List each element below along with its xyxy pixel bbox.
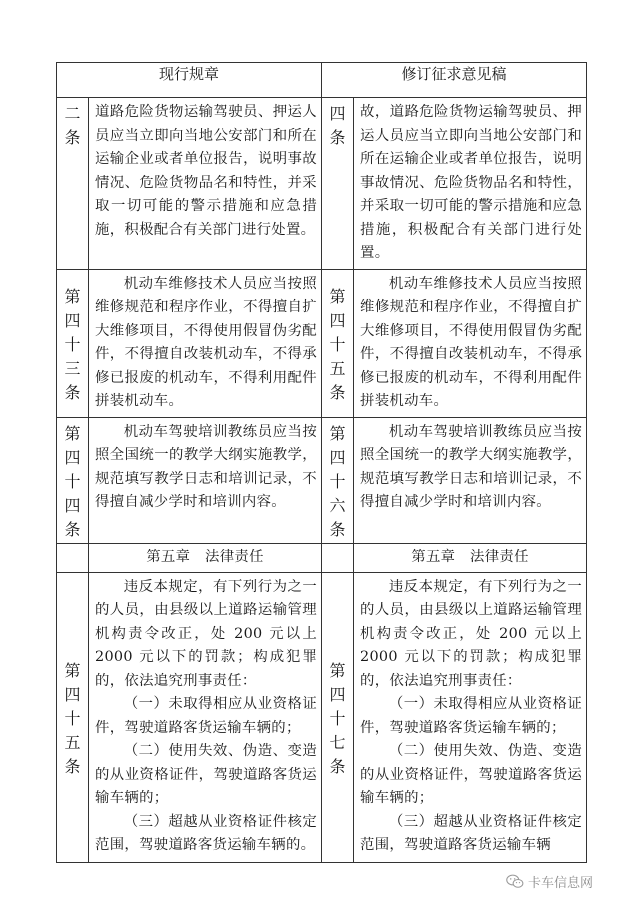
watermark-text: 卡车信息网 [528,876,594,891]
chapter-heading-right: 第五章 法律责任 [354,543,587,572]
table-row [57,572,587,862]
watermark [506,872,593,891]
article-number-left: 第 四 十 五 条 [57,572,89,862]
comparison-document [56,62,586,863]
comparison-table [56,62,587,863]
table-row [57,98,587,270]
table-row [57,417,587,543]
article-text-right: 机动车维修技术人员应当按照维修规范和程序作业，不得擅自扩大维修项目，不得使用假冒伪劣配件，不得擅自改装机动车，不得承修已报废的机动车，不得利用配件拼装机动车。 [354,269,587,417]
article-text-right: 违反本规定，有下列行为之一的人员，由县级以上道路运输管理机构责令改正，处 200 元以上 2000 元以下的罚款；构成犯罪的，依法追究刑事责任： （一）未取得相应从业资格证件，驾驶道路客货运输车辆的； （二）使用失效、伪造、变造的从业资格证件，驾驶道路客货运输车辆的； （三）超越从业资格证件核定范围，驾驶道路客货运输车辆 [354,572,587,862]
table-row [57,269,587,417]
article-number-right: 第 四 十 七 条 [322,572,354,862]
chapter-heading-left: 第五章 法律责任 [89,543,322,572]
article-number-left: 第 四 十 三 条 [57,269,89,417]
chapter-number-spacer-right [322,543,354,572]
wechat-icon [506,874,524,889]
article-text-left: 违反本规定，有下列行为之一的人员，由县级以上道路运输管理机构责令改正，处 200 元以上 2000 元以下的罚款；构成犯罪的，依法追究刑事责任： （一）未取得相应从业资格证件，驾驶道路客货运输车辆的； （二）使用失效、伪造、变造的从业资格证件，驾驶道路客货运输车辆的； （三）超越从业资格证件核定范围，驾驶道路客货运输车辆的。 [89,572,322,862]
table-header-row [57,63,587,98]
article-text-left: 机动车维修技术人员应当按照维修规范和程序作业，不得擅自扩大维修项目，不得使用假冒伪劣配件，不得擅自改装机动车，不得承修已报废的机动车，不得利用配件拼装机动车。 [89,269,322,417]
chapter-number-spacer-left [57,543,89,572]
article-text-right: 故，道路危险货物运输驾驶员、押运人员应当立即向当地公安部门和所在运输企业或者单位报告，说明事故情况、危险货物品名和特性，并采取一切可能的警示措施和应急措施，积极配合有关部门进行处置。 [354,98,587,270]
header-current-rules: 现行规章 [57,63,322,98]
article-number-right: 第 四 十 六 条 [322,417,354,543]
article-number-right: 四 条 [322,98,354,270]
article-number-left: 二 条 [57,98,89,270]
article-text-left: 道路危险货物运输驾驶员、押运人员应当立即向当地公安部门和所在运输企业或者单位报告，说明事故情况、危险货物品名和特性，并采取一切可能的警示措施和应急措施，积极配合有关部门进行处置。 [89,98,322,270]
chapter-heading-row [57,543,587,572]
article-number-left: 第 四 十 四 条 [57,417,89,543]
article-number-right: 第 四 十 五 条 [322,269,354,417]
header-revision-draft: 修订征求意见稿 [322,63,587,98]
article-text-right: 机动车驾驶培训教练员应当按照全国统一的教学大纲实施教学，规范填写教学日志和培训记录，不得擅自减少学时和培训内容。 [354,417,587,543]
article-text-left: 机动车驾驶培训教练员应当按照全国统一的教学大纲实施教学，规范填写教学日志和培训记录，不得擅自减少学时和培训内容。 [89,417,322,543]
